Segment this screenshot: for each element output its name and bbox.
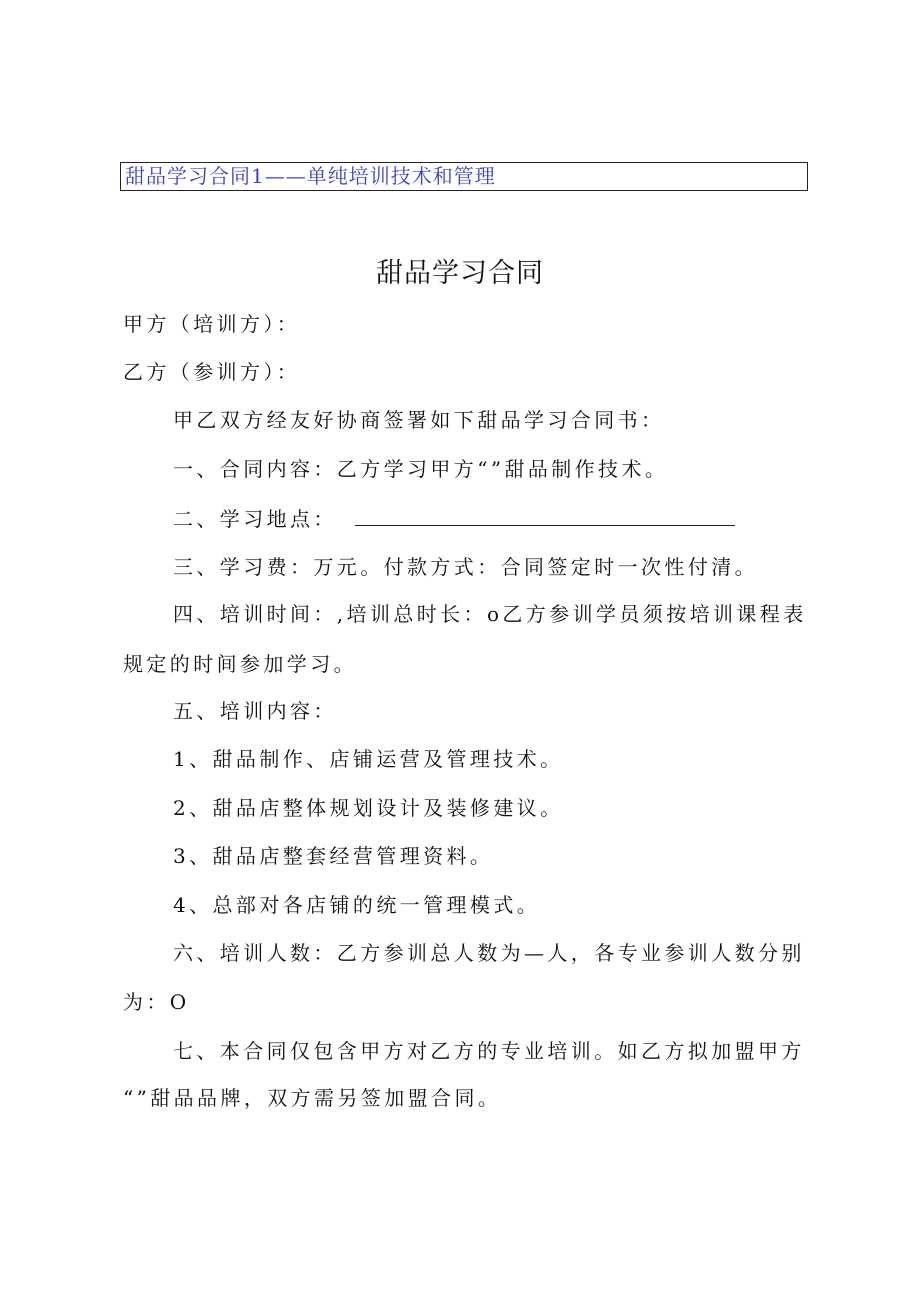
- list-item: 2、甜品店整体规划设计及装修建议。: [173, 796, 564, 820]
- clause-7-line-1: 七、本合同仅包含甲方对乙方的专业培训。如乙方拟加盟甲方: [173, 1039, 805, 1063]
- clause-4-line-2: 规定的时间参加学习。: [123, 652, 357, 676]
- clause-4-line-1: 四、培训时间：,培训总时长：o乙方参训学员须按培训课程表: [173, 602, 807, 626]
- intro-paragraph: 甲乙双方经友好协商签署如下甜品学习合同书：: [173, 408, 665, 432]
- list-item: 4、总部对各店铺的统一管理模式。: [173, 893, 541, 917]
- clause-6-line-1: 六、培训人数：乙方参训总人数为—人，各专业参训人数分别: [173, 941, 805, 965]
- document-header-link[interactable]: 甜品学习合同1——单纯培训技术和管理: [120, 162, 808, 191]
- list-item: 1、甜品制作、店铺运营及管理技术。: [173, 747, 564, 771]
- party-b-line: 乙方（参训方）：: [123, 360, 301, 384]
- clause-5: 五、培训内容：: [173, 699, 337, 723]
- document-title: 甜品学习合同: [376, 258, 544, 289]
- clause-7-line-2: “”甜品品牌，双方需另签加盟合同。: [123, 1086, 502, 1110]
- clause-6-line-2: 为：O: [123, 990, 190, 1014]
- clause-2-label: 二、学习地点：: [173, 507, 337, 531]
- clause-1: 一、合同内容：乙方学习甲方“”甜品制作技术。: [173, 457, 669, 481]
- clause-2: [173, 505, 735, 533]
- location-blank-line: [355, 509, 735, 526]
- list-item: 3、甜品店整套经营管理资料。: [173, 844, 494, 868]
- party-a-line: 甲方（培训方）：: [123, 312, 301, 336]
- clause-3: 三、学习费：万元。付款方式：合同签定时一次性付清。: [173, 555, 758, 579]
